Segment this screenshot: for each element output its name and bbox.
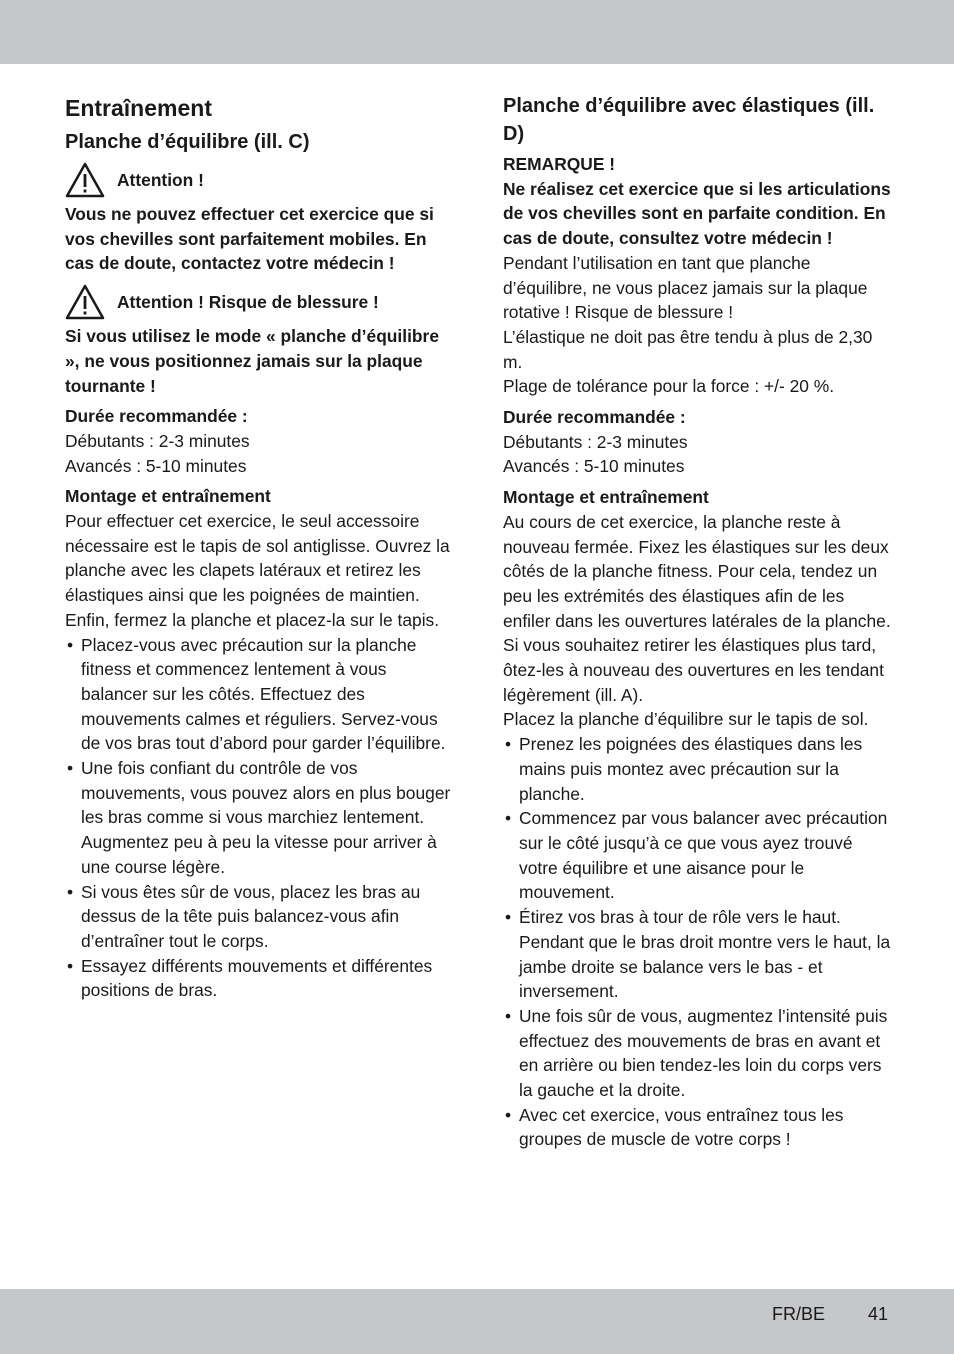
warning-block <box>65 160 455 200</box>
assembly-heading: Montage et entraînement <box>65 486 271 507</box>
assembly-text: Placez la planche d’équilibre sur le tapis de sol. <box>503 709 869 730</box>
list-item: • Étirez vos bras à tour de rôle vers le haut. Pendant que le bras droit montre vers le haut, la jambe droite se balance vers le bas - et inversement. <box>505 907 891 1002</box>
duration-heading: Durée recommandée : <box>503 407 686 428</box>
warning-block <box>65 282 455 322</box>
duration-beginners: Débutants : 2-3 minutes <box>65 430 250 451</box>
paragraph: Plage de tolérance pour la force : +/- 20 %. <box>503 376 835 397</box>
section-title: Planche d’équilibre avec élastiques (ill. D) <box>503 95 875 145</box>
paragraph: Pendant l’utilisation en tant que planche d’équilibre, ne vous placez jamais sur la plaque rotative ! Risque de blessure ! <box>503 252 868 323</box>
assembly-heading: Montage et entraînement <box>503 487 709 508</box>
instruction-list <box>65 633 455 1004</box>
page-number: 41 <box>868 1304 889 1324</box>
paragraph: L’élastique ne doit pas être tendu à plus de 2,30 m. <box>503 326 873 372</box>
warning-triangle-icon <box>65 284 105 320</box>
list-item: • Placez-vous avec précaution sur la planche fitness et commencez lentement à vous balancer sur les côtés. Effectuez des mouvements calmes et réguliers. Servez-vous de vos bras tout d’abord pour garder l’équilibre. <box>67 634 446 754</box>
warning-text: Si vous utilisez le mode « planche d’équilibre », ne vous positionnez jamais sur la plaque tournante ! <box>65 326 439 396</box>
note-text: Ne réalisez cet exercice que si les articulations de vos chevilles sont en parfaite condition. En cas de doute, consultez votre médecin ! <box>503 178 891 249</box>
warning-label: Attention ! Risque de blessure ! <box>117 291 379 312</box>
list-item: • Une fois confiant du contrôle de vos mouvements, vous pouvez alors en plus bouger les bras comme si vous marchiez lentement. Augmentez peu à peu la vitesse pour arriver à une course légère. <box>67 758 451 877</box>
list-item: • Essayez différents mouvements et différentes positions de bras. <box>67 955 433 1001</box>
list-item: • Si vous êtes sûr de vous, placez les bras au dessus de la tête puis balancez-vous afin d’entraîner tout le corps. <box>67 881 421 951</box>
section-title: Entraînement <box>65 95 212 121</box>
duration-beginners: Débutants : 2-3 minutes <box>503 431 688 452</box>
warning-label: Attention ! <box>117 169 204 190</box>
duration-advanced: Avancés : 5-10 minutes <box>65 455 247 476</box>
list-item: • Commencez par vous balancer avec précaution sur le côté jusqu’à ce que vous ayez trouvé votre équilibre et une aisance pour le mouvement. <box>505 808 888 903</box>
warning-triangle-icon <box>65 162 105 198</box>
duration-heading: Durée recommandée : <box>65 406 248 427</box>
assembly-text: Au cours de cet exercice, la planche reste à nouveau fermée. Fixez les élastiques sur les deux côtés de la planche fitness. Pour cela, tendez un peu les extrémités des élastiques afin de les enfiler dans les ouvertures latérales de la planche. Si vous souhaitez retirer les élastiques plus tard, ôtez-les à nouveau des ouvertures en les tendant légèrement (ill. A). <box>503 511 891 705</box>
list-item: • Prenez les poignées des élastiques dans les mains puis montez avec précaution sur la planche. <box>505 734 863 804</box>
footer-language: FR/BE <box>772 1304 826 1324</box>
list-item: • Une fois sûr de vous, augmentez l’intensité puis effectuez des mouvements de bras en avant et en arrière ou bien tendez-les loin du corps vers la gauche et la droite. <box>505 1005 888 1101</box>
instruction-list <box>503 732 895 1152</box>
assembly-text: Pour effectuer cet exercice, le seul accessoire nécessaire est le tapis de sol antiglisse. Ouvrez la planche avec les clapets latéraux et retirez les élastiques ainsi que les poignées de maintien. Enfin, fermez la planche et placez-la sur le tapis. <box>65 511 450 630</box>
header-band <box>0 0 954 64</box>
note-heading: REMARQUE ! <box>503 154 616 174</box>
right-column <box>503 92 895 1152</box>
subsection-title: Planche d’équilibre (ill. C) <box>65 131 310 153</box>
left-column <box>65 92 455 1003</box>
list-item: • Avec cet exercice, vous entraînez tous les groupes de muscle de votre corps ! <box>505 1104 844 1150</box>
warning-text: Vous ne pouvez effectuer cet exercice que si vos chevilles sont parfaitement mobiles. En cas de doute, contactez votre médecin ! <box>65 204 434 274</box>
duration-advanced: Avancés : 5-10 minutes <box>503 456 685 477</box>
